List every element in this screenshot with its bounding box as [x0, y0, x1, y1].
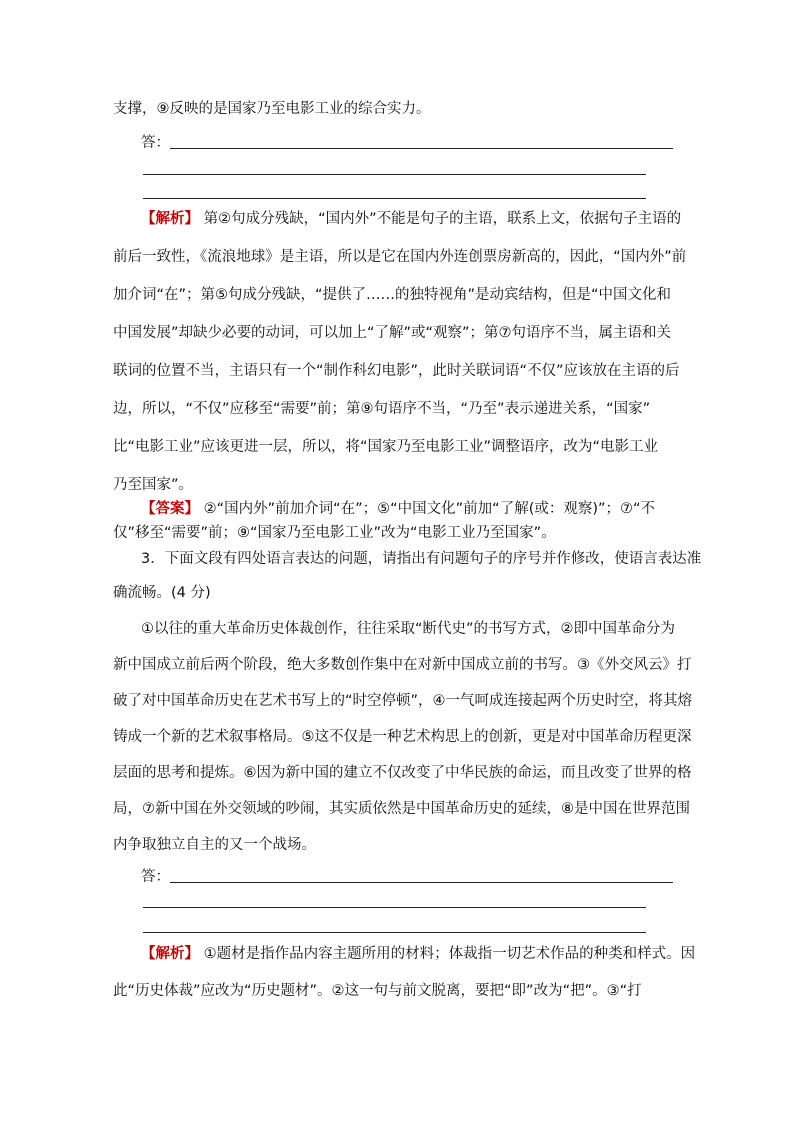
q2-answer-text: ②“国内外”前加介词“在”；⑤“中国文化”前加“了解(或：观察)”；⑦“不 [203, 501, 656, 517]
q2-tail-text: 支撑，⑨反映的是国家乃至电影工业的综合实力。 [113, 101, 431, 117]
q3-passage-line-7: 内争取独立自主的又一个战场。 [113, 837, 316, 853]
answer-line-q3-1[interactable] [170, 882, 673, 883]
q3-passage-line-3: 破了对中国革命历史在艺术书写上的“时空停顿”，④一气呵成连接起两个历史时空，将其熔 [113, 693, 693, 709]
q2-analysis-text: 第②句成分残缺，“国内外”不能是句子的主语，联系上文，依据句子主语的 [203, 211, 682, 227]
answer-line-q2-2[interactable] [143, 174, 646, 175]
q2-analysis-line-4: 中国发展”却缺少必要的动词，可以加上“了解”或“观察”；第⑦句语序不当，属主语和关 [113, 325, 672, 341]
q3-analysis-line-2: 此“历史体裁”应改为“历史题材”。②这一句与前文脱离，要把“即”改为“把”。③“打 [113, 983, 642, 999]
q2-analysis-line-6: 边，所以，“不仅”应移至“需要”前；第⑨句语序不当，“乃至”表示递进关系，“国家” [113, 401, 651, 417]
q3-passage-line-1: ①以往的重大革命历史体裁创作，往往采取“断代史”的书写方式，②即中国革命分为 [141, 621, 676, 637]
analysis-tag: 【解析】 [141, 946, 199, 962]
q2-analysis-line-7: 比“电影工业”应该更进一层，所以，将“国家乃至电影工业”调整语序，改为“电影工业 [113, 439, 659, 455]
answer-label-q2: 答： [141, 135, 170, 151]
answer-line-q2-1[interactable] [170, 148, 673, 149]
q2-analysis-line-8: 乃至国家”。 [113, 477, 194, 493]
answer-line-q3-2[interactable] [143, 907, 646, 908]
answer-line-q2-3[interactable] [143, 198, 646, 199]
q2-analysis-line-3: 加介词“在”；第⑤句成分残缺，“提供了……的独特视角”是动宾结构，但是“中国文化和 [113, 287, 672, 303]
q2-answer-line-2: 仅”移至“需要”前；⑨“国家乃至电影工业”改为“电影工业乃至国家”。 [113, 525, 556, 541]
q2-analysis-line-5: 联词的位置不当，主语只有一个“制作科幻电影”，此时关联词语“不仅”应该放在主语的后 [113, 363, 680, 379]
q3-analysis-text: ①题材是指作品内容主题所用的材料；体裁指一切艺术作品的种类和样式。因 [203, 946, 696, 962]
q3-passage-line-5: 层面的思考和提炼。⑥因为新中国的建立不仅改变了中华民族的命运，而且改变了世界的格 [113, 765, 692, 781]
answer-label-q3: 答： [141, 869, 170, 885]
q2-analysis-line-1 [141, 208, 711, 230]
q3-passage-line-6: 局，⑦新中国在外交领域的吵闹，其实质依然是中国革命历史的延续，⑧是中国在世界范围 [113, 801, 690, 817]
q3-prompt-line-1: 3．下面文段有四处语言表达的问题，请指出有问题句子的序号并作修改，使语言表达准 [141, 551, 702, 567]
analysis-tag: 【解析】 [141, 211, 199, 227]
q3-passage-line-4: 铸成一个新的艺术叙事格局。⑤这不仅是一种艺术构思上的创新，更是对中国革命历程更深 [113, 729, 692, 745]
q3-prompt-line-2: 确流畅。(4 分) [113, 585, 211, 601]
q3-passage-line-2: 新中国成立前后两个阶段，绝大多数创作集中在对新中国成立前的书写。③《外交风云》打 [113, 657, 692, 673]
q3-analysis-line-1 [141, 943, 711, 965]
q2-answer-line-1 [141, 498, 711, 520]
answer-line-q3-3[interactable] [143, 932, 646, 933]
answer-tag: 【答案】 [141, 501, 199, 517]
q2-analysis-line-2: 前后一致性，《流浪地球》是主语，所以是它在国内外连创票房新高的，因此，“国内外”前 [113, 249, 687, 265]
